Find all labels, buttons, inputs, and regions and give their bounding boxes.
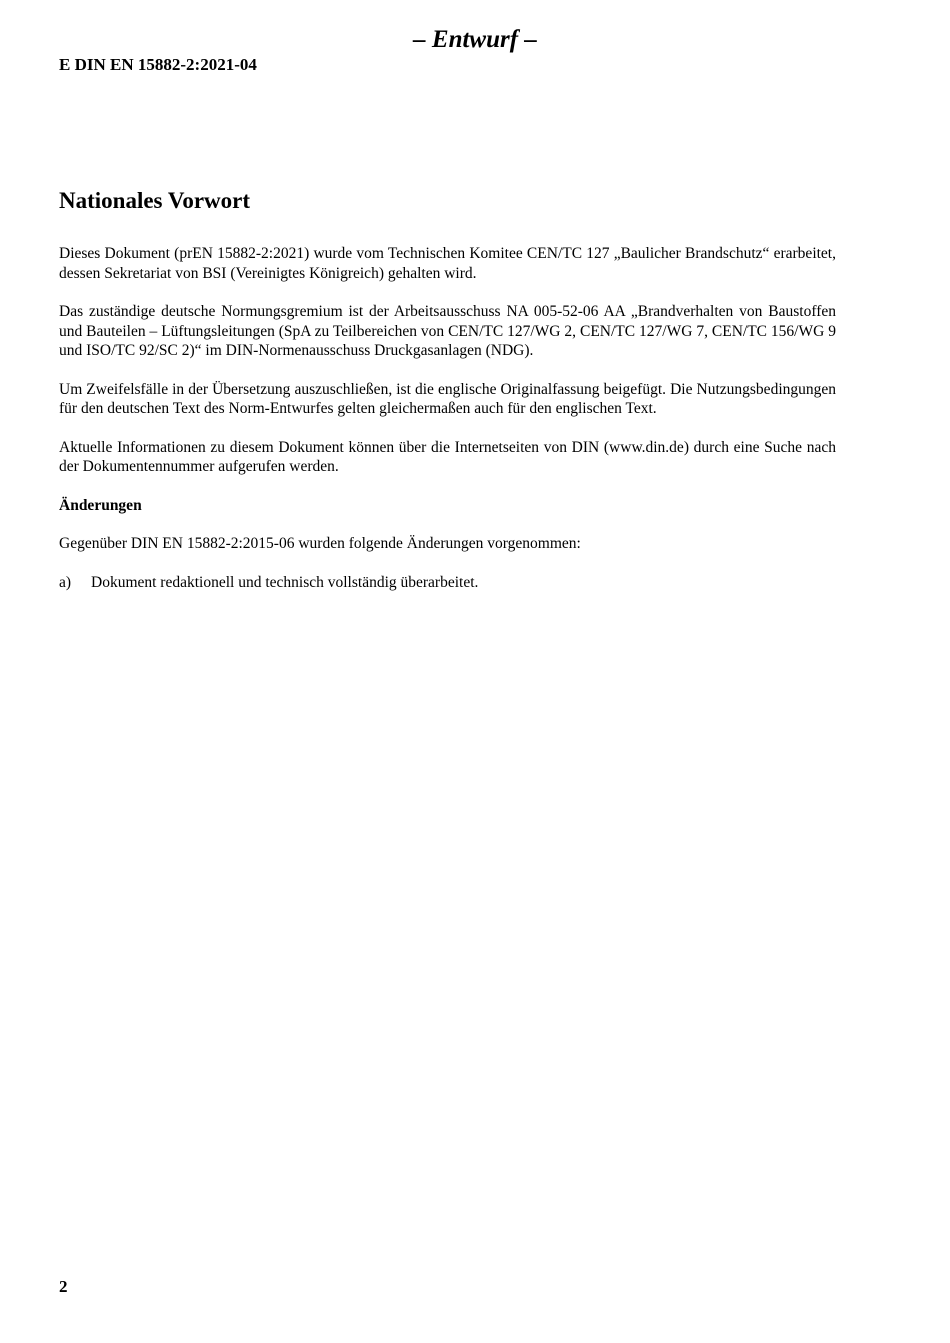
foreword-paragraph: Aktuelle Informationen zu diesem Dokument können über die Internetseiten von DIN (www.din.de) durch eine Suche nach der Dokumentennummer aufgerufen werden.	[59, 438, 836, 475]
list-item	[59, 573, 836, 593]
draft-mark: – Entwurf –	[413, 26, 537, 53]
page-content	[59, 186, 836, 592]
changes-heading: Änderungen	[59, 496, 142, 514]
foreword-paragraph: Das zuständige deutsche Normungsgremium ist der Arbeitsausschuss NA 005-52-06 AA „Brandverhalten von Baustoffen und Bauteilen – Lüftungsleitungen (SpA zu Teilbereichen von CEN/TC 127/WG 2, CEN/TC 127/WG 7, CEN/TC 156/WG 9 und ISO/TC 92/SC 2)“ im DIN-Normenausschuss Druckgasanlagen (NDG).	[59, 303, 836, 359]
section-title: Nationales Vorwort	[59, 188, 251, 213]
list-marker: a)	[59, 573, 72, 591]
document-id: E DIN EN 15882-2:2021-04	[59, 55, 257, 74]
foreword-paragraph: Um Zweifelsfälle in der Übersetzung auszuschließen, ist die englische Originalfassung beigefügt. Die Nutzungsbedingungen für den deutschen Text des Norm-Entwurfes gelten gleichermaßen auch für den englischen Text.	[59, 380, 836, 417]
changes-intro: Gegenüber DIN EN 15882-2:2015-06 wurden folgende Änderungen vorgenommen:	[59, 535, 581, 552]
list-item-text: Dokument redaktionell und technisch vollständig überarbeitet.	[91, 573, 479, 591]
page-number: 2	[59, 1277, 68, 1296]
foreword-paragraph: Dieses Dokument (prEN 15882-2:2021) wurde vom Technischen Komitee CEN/TC 127 „Baulicher Brandschutz“ erarbeitet, dessen Sekretariat von BSI (Vereinigtes Königreich) gehalten wird.	[59, 245, 836, 282]
